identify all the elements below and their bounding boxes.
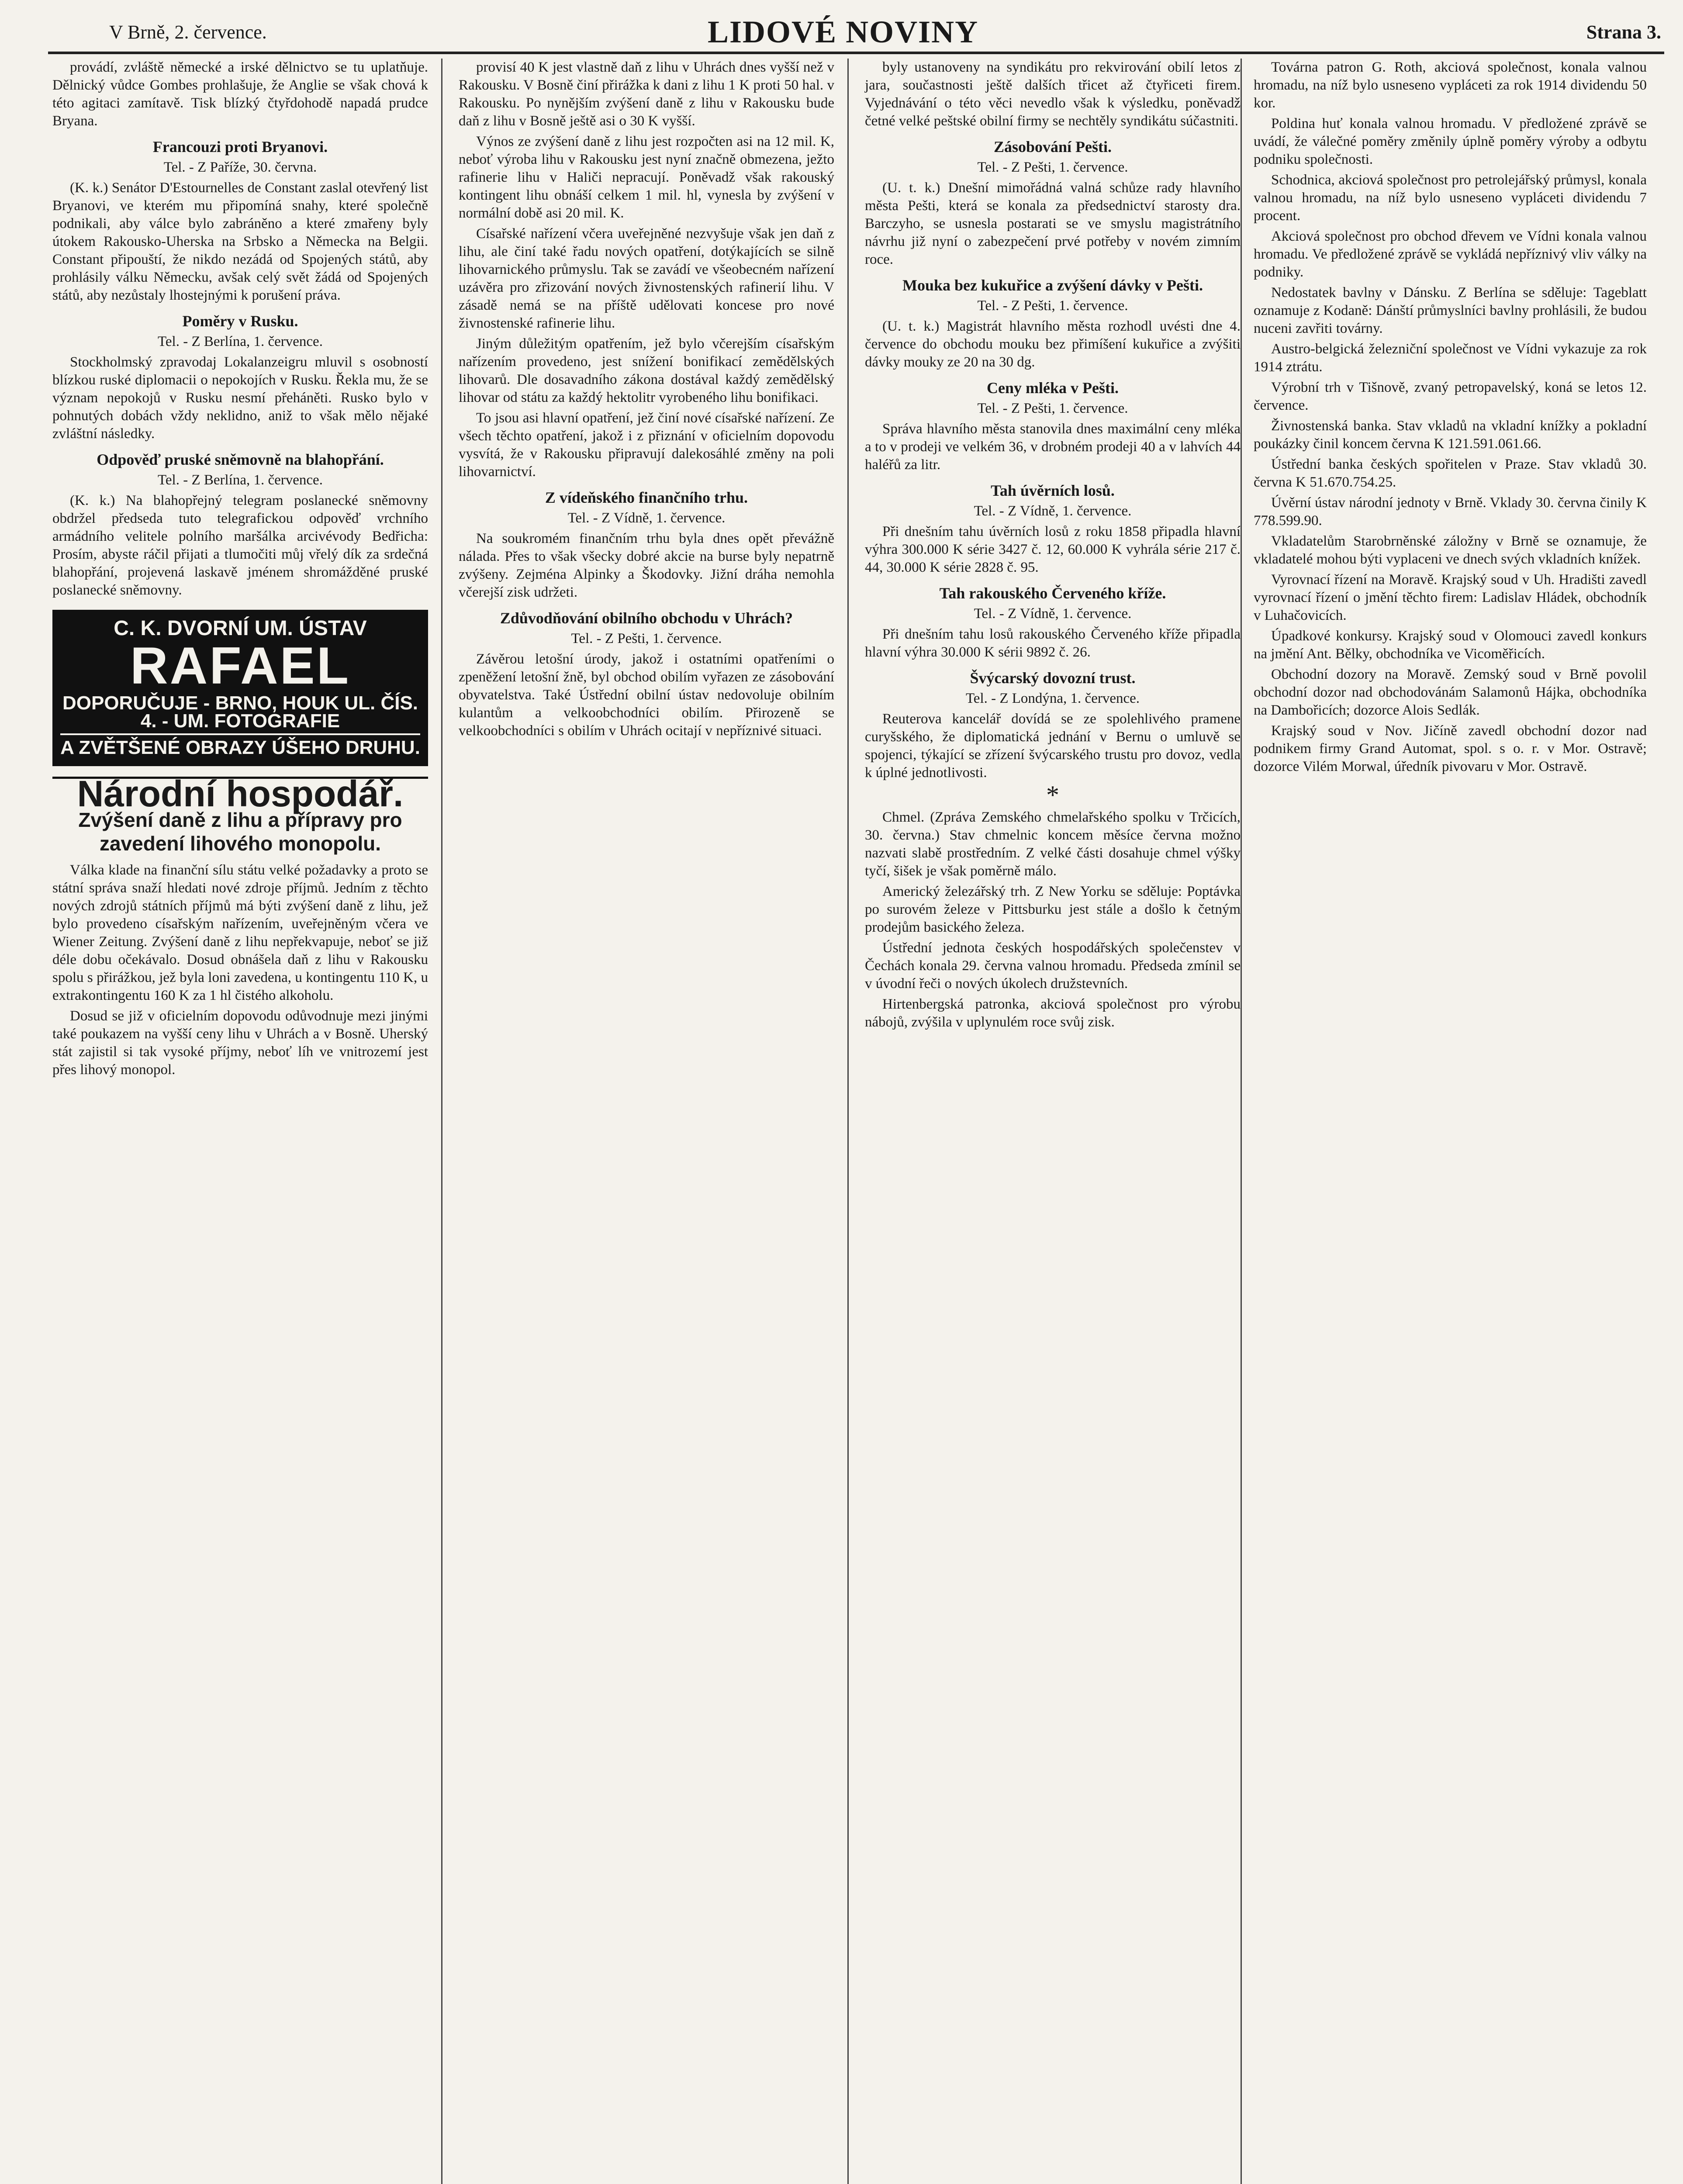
article-dateline: Tel. - Z Pešti, 1. července.: [977, 298, 1128, 314]
article-text: Vyrovnací řízení na Moravě. Krajský soud v Uh. Hradišti zavedl vyrovnací řízení o jmění těchto firem: Ladislav Hládek, obchodník v Luhačovicích.: [1254, 572, 1647, 623]
article-dateline: Tel. - Z Vídně, 1. července.: [974, 503, 1132, 519]
article-text: Hirtenbergská patronka, akciová společnost pro výrobu nábojů, zvýšila v uplynulém roce svůj zisk.: [865, 996, 1241, 1030]
article-text: Válka klade na finanční sílu státu velké požadavky a proto se státní správa snaží hledati nové zdroje příjmů. Jedním z těchto nových zdrojů státních příjmů má býti zvýšení daně z lihu, jež bylo provedeno císařským nařízením, uveřejněným včera ve Wiener Zeitung. Zvýšení daně z lihu nepřekvapuje, neboť se již déle dobu očekávalo. Dosud obnášela daň z lihu v Rakousku spolu s přirážkou, jež byla loni zavedena, u kontingentu 110 K, u extrakontingentu 160 K za 1 hl čistého alkoholu.: [52, 862, 428, 1003]
article-title: Ceny mléka v Pešti.: [987, 379, 1119, 397]
page-number: Strana 3.: [1586, 21, 1661, 43]
article-dateline: Tel. - Z Berlína, 1. července.: [158, 334, 323, 349]
article-dateline: Tel. - Z Paříže, 30. června.: [163, 159, 317, 175]
article-text: Správa hlavního města stanovila dnes maximální ceny mléka a to v prodeji ve velkém 36, v drobném prodeji 40 a v lahvích 44 haléřů za litr.: [865, 421, 1241, 473]
asterisk-divider-icon: *: [1046, 781, 1059, 809]
article-text: Závěrou letošní úrody, jakož i ostatními opatřeními o zpeněžení letošní žně, byl obchod obilím vyřazen ze zásobování obyvatelstva. Také Ústřední obilní ústav nedovoluje obilním kulantům a velkoobchodníci obilím. Přirozeně se velkoobchodníci s obilím v Uhrách ocitají v nepříznivé situaci.: [459, 651, 834, 739]
ad-line: DOPORUČUJE - BRNO, HOUK UL. ČÍS. 4. - UM. FOTOGRAFIE: [62, 692, 418, 732]
column-divider: [847, 59, 849, 2184]
article-text: Úvěrní ústav národní jednoty v Brně. Vklady 30. června činily K 778.599.90.: [1254, 495, 1647, 529]
article-text: Ústřední banka českých spořitelen v Praze. Stav vkladů 30. června K 51.670.754.25.: [1254, 456, 1647, 490]
article-text: (K. k.) Na blahopřejný telegram poslanecké sněmovny obdržel předseda tuto telegrafickou odpověď vrchního armádního velitele polního maršálka arcivévody Bedřicha: Prosím, abyste ráčil přijati a tlumočiti můj vřelý dík za srdečná blahopřání, projevená laskavě jménem shromážděné pruské poslanecké sněmovny.: [52, 493, 428, 598]
article-text: byly ustanoveny na syndikátu pro rekvirování obilí letos z jara, součastnosti ještě dalších třicet až čtyřiceti firem. Vyjednávání o této věci nevedlo však k výsledku, poněvadž četné velké peštské obilní firmy se nechtěly syndikátu súčastniti.: [865, 59, 1241, 129]
article-text: Vkladatelům Starobrněnské záložny v Brně se oznamuje, že vkladatelé mohou býti vyplaceni ve dnech svých vkladních knížek.: [1254, 533, 1647, 567]
article-title: Z vídeňského finančního trhu.: [545, 489, 748, 506]
article-text: Poldina huť konala valnou hromadu. V předložené zprávě se uvádí, že válečné poměry změnily úplně poměry výroby a odbytu podniku společnosti.: [1254, 116, 1647, 167]
article-title: Zásobování Pešti.: [993, 138, 1112, 156]
article-text: Na soukromém finančním trhu byla dnes opět převážně nálada. Přes to však všecky dobré akcie na burse byly nepatrně zvýšeny. Zejména Alpinky a Škodovky. Jižní dráha nemohla včerejší zisk udržeti.: [459, 531, 834, 600]
article-text: Schodnica, akciová společnost pro petrolejářský průmysl, konala valnou hromadu, na níž bylo usneseno vypláceti dividendu 7 procent.: [1254, 172, 1647, 224]
article-text: Ústřední jednota českých hospodářských společenstev v Čechách konala 29. června valnou hromadu. Předseda zmínil se v úvodní řeči o nových úkolech družstevních.: [865, 940, 1241, 992]
article-text: To jsou asi hlavní opatření, jež činí nové císařské nařízení. Ze všech těchto opatření, jakož i z přiznání v oficielním dopovodu vysvítá, že v Rakousku připravují dalekosáhlé změny na poli lihovarnictví.: [459, 410, 834, 480]
ad-line: C. K. DVORNÍ UM. ÚSTAV: [114, 617, 367, 640]
newspaper-title: LIDOVÉ NOVINY: [708, 14, 979, 49]
article-text: (U. t. k.) Magistrát hlavního města rozhodl uvésti dne 4. července do obchodu mouku bez přimíšení kukuřice a zvýšiti dávky mouky ze 20 na 30 dg.: [865, 318, 1241, 370]
section-title: Národní hospodář.: [52, 777, 428, 803]
article-title: Tah úvěrních losů.: [991, 482, 1115, 499]
article-text: Americký železářský trh. Z New Yorku se sděluje: Poptávka po surovém železe v Pittsburku jest stále a došlo k četným prodejům basického železa.: [865, 884, 1241, 935]
column-4: [1254, 59, 1647, 778]
column-3: [865, 59, 1241, 1034]
article-text: Reuterova kancelář dovídá se ze spolehlivého pramene curyšského, že diplomatická jednání v Bernu o umluvě se spojenci, týkající se zřízení švýcarského trustu pro dovoz, vedla k úplné jednotlivosti.: [865, 711, 1241, 781]
article-title: Zdůvodňování obilního obchodu v Uhrách?: [500, 609, 793, 627]
article-text: Továrna patron G. Roth, akciová společnost, konala valnou hromadu, na níž bylo usneseno vypláceti za rok 1914 dividendu 50 kor.: [1254, 59, 1647, 111]
article-text: Austro-belgická železniční společnost ve Vídni vykazuje za rok 1914 ztrátu.: [1254, 341, 1647, 375]
article-text: Výnos ze zvýšení daně z lihu jest rozpočten asi na 12 mil. K, neboť výroba lihu v Rakousku jest nyní značně obmezena, ježto rafinerie lihu v Haliči nepracují. Poněvadž však rakouský kontingent lihu obnáší celkem 1 mil. hl, vynesla by zvýšení v normální době asi 20 mil. K.: [459, 134, 834, 221]
column-divider: [441, 59, 442, 2184]
article-title: Tah rakouského Červeného kříže.: [939, 584, 1166, 602]
column-2: [459, 59, 834, 743]
article-text: Chmel. (Zpráva Zemského chmelařského spolku v Trčicích, 30. června.) Stav chmelnic koncem měsíce června možno nazvati slabě prostředním. Z velké části dosahuje chmel výšky tyčí, šišek je však poměrně málo.: [865, 809, 1241, 879]
article-title: Francouzi proti Bryanovi.: [152, 138, 328, 156]
article-dateline: Tel. - Z Pešti, 1. července.: [977, 401, 1128, 416]
article-dateline: Tel. - Z Berlína, 1. července.: [158, 472, 323, 488]
header-rule: [48, 52, 1664, 54]
article-title: Poměry v Rusku.: [182, 312, 298, 330]
ad-brand: RAFAEL: [130, 636, 350, 695]
article-title: Mouka bez kukuřice a zvýšení dávky v Pešti.: [902, 276, 1203, 294]
article-text: Jiným důležitým opatřením, jež bylo včerejším císařským nařízením provedeno, jest snížení bonifikací zemědělských lihovarů. Dle dosavadního zákona dostával každý zemědělský lihovar od státu za každý hektolitr vyrobeného lihu bonifikaci.: [459, 336, 834, 405]
article-text: Výrobní trh v Tišnově, zvaný petropavelský, koná se letos 12. července.: [1254, 380, 1647, 413]
article-text: (K. k.) Senátor D'Estournelles de Constant zaslal otevřený list Bryanovi, ve kterém mu připomíná snahy, které společně podnikali, aby válce bylo zabráněno a které zmařeny byly útokem Rakousko-Uherska na Srbsko a Německa na Belgii. Constant připouští, že nikdo nezádá od Spojených států, aby prohlásily válku Německu, avšak celý svět žádá od Spojených států, aby nezůstaly lhostejnými k porušení práva.: [52, 180, 428, 303]
article-dateline: Tel. - Z Vídně, 1. července.: [974, 606, 1132, 622]
article-dateline: Tel. - Z Pešti, 1. července.: [571, 631, 722, 646]
article-text: Úpadkové konkursy. Krajský soud v Olomouci zavedl konkurs na jmění Ant. Bělky, obchodníka ve Vicoměřicích.: [1254, 628, 1647, 662]
article-text: Krajský soud v Nov. Jičíně zavedl obchodní dozor nad podnikem firmy Grand Automat, spol. s o. r. v Mor. Ostravě; dozorce Vilém Morwal, úředník pivovaru v Mor. Ostravě.: [1254, 723, 1647, 774]
article-text: Stockholmský zpravodaj Lokalanzeigru mluvil s osobností blízkou ruské diplomacii o nepokojích v Rusku. Řekla mu, že se význam nepokojů v Rusku nesmí přeháněti. Rusko bylo v pohnutých dobách vždy neklidno, aniž to však mělo nějaké zvláštní následky.: [52, 354, 428, 442]
article-text: Císařské nařízení včera uveřejněné nezvyšuje však jen daň z lihu, ale činí také řadu nových opatření, dotýkajících se silně lihovarnického průmyslu. Tak se zavádí ve všeobecném nařízení uzávěra pro zřizování nových živnostenských rafinerií lihu. V zásadě nemá se na příště udělovati koncese pro nové živnostenské rafinerie lihu.: [459, 226, 834, 331]
article-text: Nedostatek bavlny v Dánsku. Z Berlína se sděluje: Tageblatt oznamuje z Kodaně: Dánští průmyslníci bavlny prohlásili, že budou nuceni zavřiti továrny.: [1254, 285, 1647, 336]
article-text: (U. t. k.) Dnešní mimořádná valná schůze rady hlavního města Pešti, která se konala za předsednictví starosty dra. Barczyho, se usnesla postarati se ve smyslu magistrátního návrhu již nyní o zabezpečení prvé potřeby v novém zimním roce.: [865, 180, 1241, 267]
article-dateline: Tel. - Z Londýna, 1. července.: [965, 691, 1140, 706]
header-dateline: V Brně, 2. července.: [109, 21, 267, 43]
article-text: Živnostenská banka. Stav vkladů na vkladní knížky a pokladní poukázky činil koncem června K 121.591.061.66.: [1254, 418, 1647, 452]
article-title: Odpověď pruské sněmovně na blahopřání.: [97, 451, 384, 468]
article-text: Akciová společnost pro obchod dřevem ve Vídni konala valnou hromadu. Ve předložené zprávě se vykládá nepříznivý vliv války na podniky.: [1254, 228, 1647, 280]
article-dateline: Tel. - Z Pešti, 1. července.: [977, 159, 1128, 175]
column-1: [52, 59, 428, 1082]
article-text: Obchodní dozory na Moravě. Zemský soud v Brně povolil obchodní dozor nad obchodovánám Salamonů Hájka, obchodníka na Dambořicích; dozorce Alois Sedlák.: [1254, 667, 1647, 718]
article-dateline: Tel. - Z Vídně, 1. července.: [567, 510, 726, 526]
article-title: Švýcarský dovozní trust.: [970, 669, 1136, 687]
article-text: Dosud se již v oficielním dopovodu odůvodnuje mezi jinými také poukazem na vyšší ceny lihu v Uhrách a v Bosně. Uherský stát zajistil si tak vysoké příjmy, neboť líh ve vnitrozemí jest přes lihový monopol.: [52, 1008, 428, 1078]
ad-line: A ZVĚTŠENÉ OBRAZY ÚŠEHO DRUHU.: [60, 733, 420, 757]
advertisement-rafael: [52, 610, 428, 766]
lead-article-title: Zvýšení daně z lihu a přípravy pro zavedení lihového monopolu.: [78, 809, 402, 855]
column-divider: [1241, 59, 1242, 2184]
article-text: provisí 40 K jest vlastně daň z lihu v Uhrách dnes vyšší než v Rakousku. V Bosně činí přirážka k dani z lihu 1 K proti 50 hal. v Rakousku. Po nynějším zvýšení daně z lihu v Rakousku bude daň z lihu v Bosně ještě asi o 30 K vyšší.: [459, 59, 834, 129]
article-text: Při dnešním tahu losů rakouského Červeného kříže připadla hlavní výhra 30.000 K sérii 9892 č. 26.: [865, 626, 1241, 660]
article-text: provádí, zvláště německé a irské dělnictvo se tu uplatňuje. Dělnický vůdce Gombes prohlašuje, že Anglie se však chová k této agitaci zamítavě. Tisk blízký čtyřdohodě napadá prudce Bryana.: [52, 59, 428, 129]
article-text: Při dnešním tahu úvěrních losů z roku 1858 připadla hlavní výhra 300.000 K série 3427 č. 12, 60.000 K vyhrála série 217 č. 44, 30.000 K série 2828 č. 95.: [865, 524, 1241, 575]
page-header: [0, 12, 1683, 52]
